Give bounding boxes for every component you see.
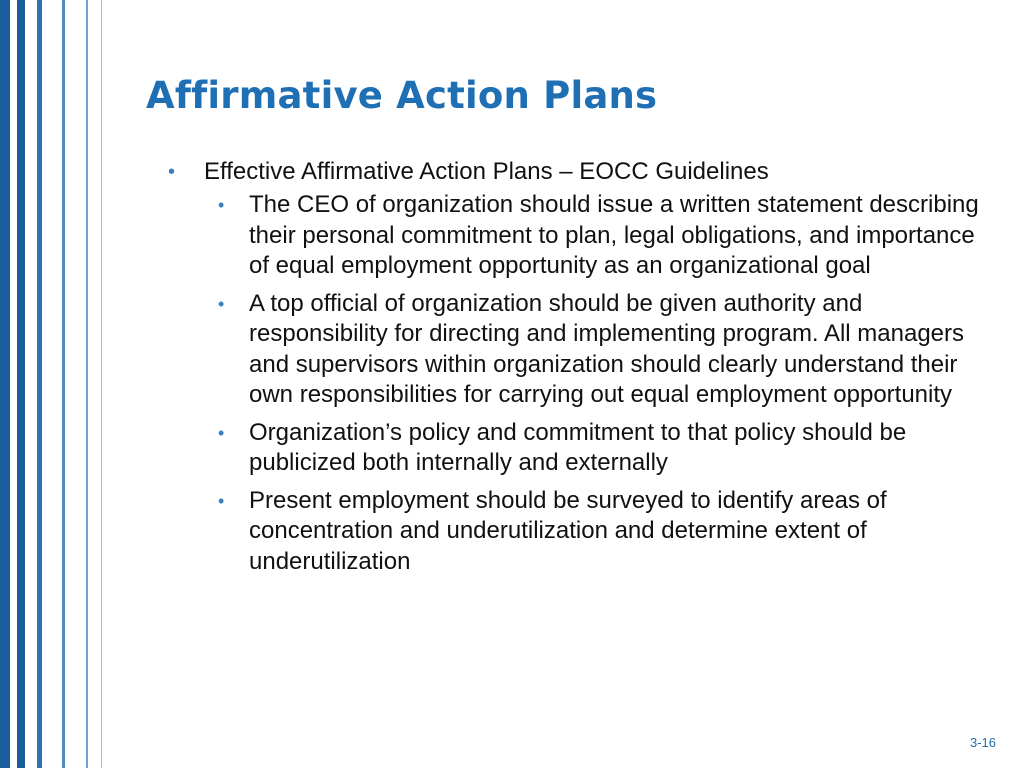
decorative-stripe: [17, 0, 25, 768]
sub-bullet-item: [166, 418, 996, 479]
decorative-stripe: [101, 0, 102, 768]
slide-body: [166, 155, 996, 584]
page-number: 3-16: [970, 735, 997, 750]
main-bullet-item: [166, 155, 996, 189]
decorative-stripe: [62, 0, 65, 768]
sub-bullet-text: The CEO of organization should issue a written statement describing their personal commitment to plan, legal obligations, and importance of equal employment opportunity as an organizational goal: [249, 191, 979, 279]
bullet-icon: •: [168, 161, 176, 183]
sub-bullet-text: A top official of organization should be given authority and responsibility for directing and implementing program. All managers and supervisors within organization should clearly understand their own responsibilities for carrying out equal employment opportunity: [249, 289, 965, 408]
decorative-stripe: [86, 0, 88, 768]
sub-bullet-text: Organization’s policy and commitment to that policy should be publicized both internally and externally: [249, 418, 907, 476]
decorative-stripe: [0, 0, 10, 768]
sub-bullet-item: [166, 486, 996, 578]
sub-bullet-list: [166, 190, 996, 577]
sub-bullet-item: [166, 190, 996, 282]
sub-bullet-text: Present employment should be surveyed to identify areas of concentration and underutilization and determine extent of underutilization: [249, 486, 887, 575]
bullet-icon: •: [218, 490, 225, 511]
decorative-stripe: [37, 0, 42, 768]
bullet-icon: •: [218, 195, 225, 215]
main-bullet-text: Effective Affirmative Action Plans – EOCC Guidelines: [204, 158, 769, 185]
slide-title: Affirmative Action Plans: [146, 74, 658, 117]
bullet-icon: •: [218, 422, 225, 443]
bullet-icon: •: [218, 293, 225, 314]
sub-bullet-item: [166, 289, 996, 411]
